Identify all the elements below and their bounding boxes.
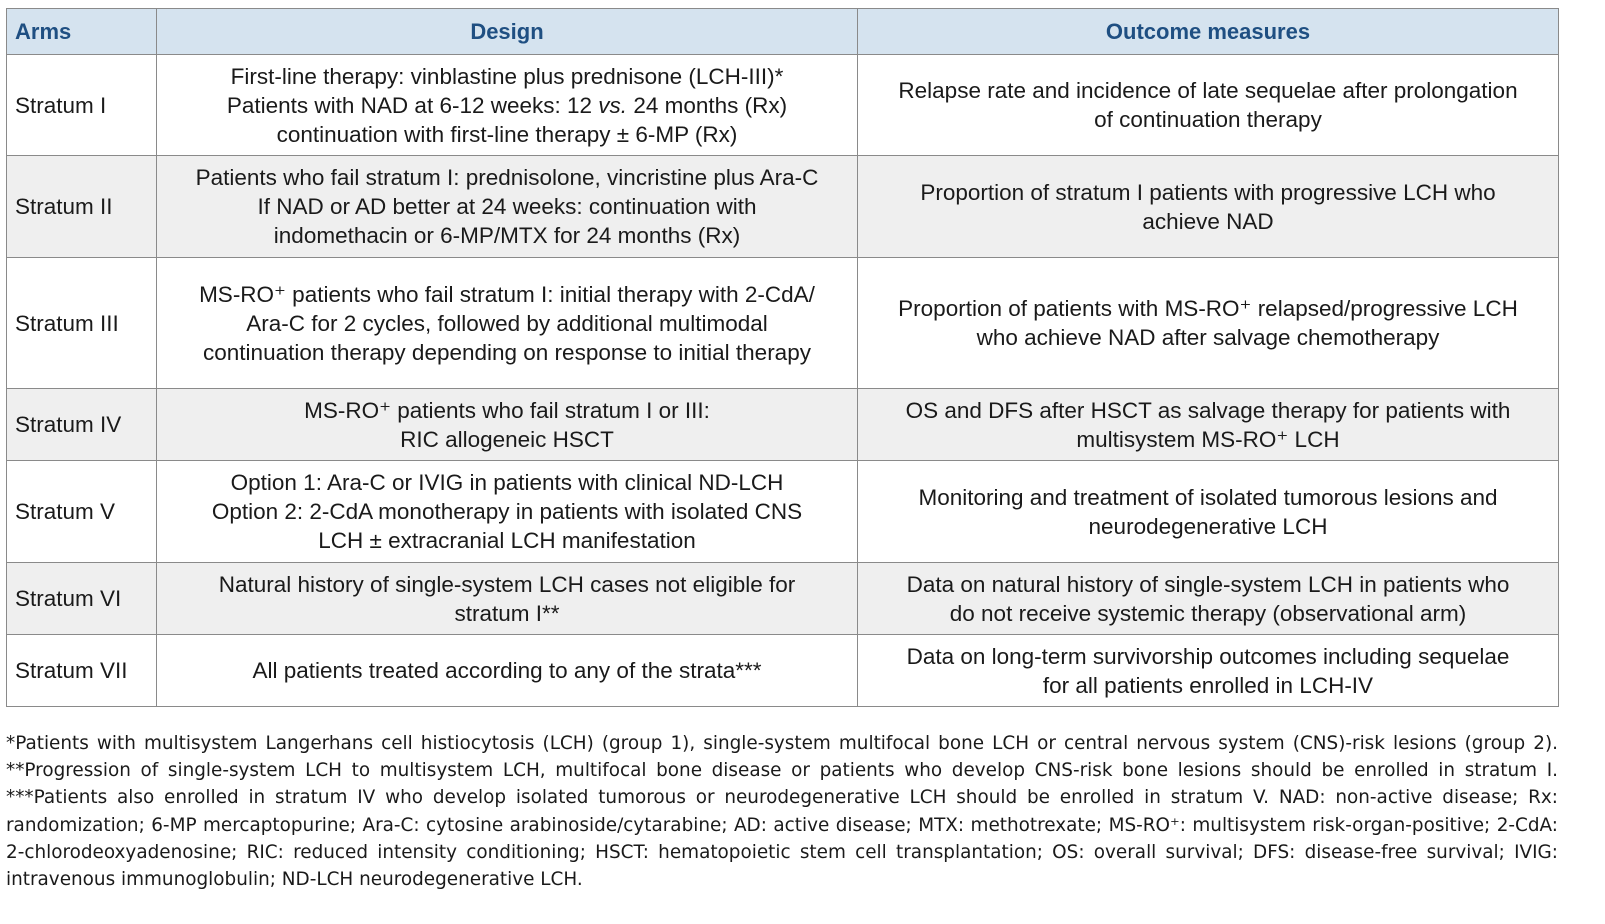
outcome-cell bbox=[858, 389, 1559, 461]
design-line: continuation therapy depending on response to initial therapy bbox=[203, 339, 811, 365]
design-line: RIC allogeneic HSCT bbox=[400, 426, 614, 452]
arm-cell: Stratum I bbox=[7, 55, 157, 156]
strata-table bbox=[6, 8, 1559, 707]
table-row bbox=[7, 563, 1559, 635]
outcome-cell bbox=[858, 55, 1559, 156]
outcome-line: multisystem MS-RO⁺ LCH bbox=[1076, 426, 1340, 452]
design-cell bbox=[157, 258, 858, 389]
outcome-line: of continuation therapy bbox=[1094, 107, 1322, 132]
design-line: LCH ± extracranial LCH manifestation bbox=[318, 528, 696, 553]
outcome-cell bbox=[858, 258, 1559, 389]
design-cell bbox=[157, 563, 858, 635]
table-footnote: *Patients with multisystem Langerhans cell histiocytosis (LCH) (group 1), single-system multifocal bone LCH or central nervous system (CNS)-risk lesions (group 2). **Progression of single-system LCH to multisystem LCH, multifocal bone disease or patients who develop CNS-risk bone lesions should be enrolled in stratum I. ***Patients also enrolled in stratum IV who develop isolated tumorous or neurodegenerative LCH should be enrolled in stratum V. NAD: non-active disease; Rx: randomization; 6-MP mercaptopurine; Ara-C: cytosine arabinoside/cytarabine; AD: active disease; MTX: methotrexate; MS-RO⁺: multisystem risk-organ-positive; 2-CdA: 2-chlorodeoxyadenosine; RIC: reduced intensity conditioning; HSCT: hematopoietic stem cell transplantation; OS: overall survival; DFS: disease-free survival; IVIG: intravenous immunoglobulin; ND-LCH neurodegenerative LCH. bbox=[6, 733, 1558, 891]
design-line: Patients with NAD at 6-12 weeks: 12 vs. 24 months (Rx) bbox=[226, 92, 788, 118]
design-line: MS-RO⁺ patients who fail stratum I or III: bbox=[304, 397, 710, 423]
outcome-line: Proportion of stratum I patients with progressive LCH who bbox=[920, 179, 1496, 205]
outcome-line: Proportion of patients with MS-RO⁺ relapsed/progressive LCH bbox=[898, 296, 1518, 321]
arm-cell: Stratum II bbox=[7, 156, 157, 258]
design-line: If NAD or AD better at 24 weeks: continuation with bbox=[257, 194, 757, 219]
arm-cell: Stratum VII bbox=[7, 635, 157, 707]
table-row bbox=[7, 461, 1559, 563]
outcome-line: Relapse rate and incidence of late sequelae after prolongation bbox=[898, 78, 1518, 103]
design-line: First-line therapy: vinblastine plus prednisone (LCH-III)* bbox=[230, 63, 784, 89]
arm-cell: Stratum V bbox=[7, 461, 157, 563]
design-cell bbox=[157, 461, 858, 563]
outcome-line: OS and DFS after HSCT as salvage therapy for patients with bbox=[905, 397, 1511, 423]
strata-table-container bbox=[6, 8, 1558, 707]
design-cell bbox=[157, 55, 858, 156]
table-row bbox=[7, 156, 1559, 258]
table-row bbox=[7, 389, 1559, 461]
design-cell bbox=[157, 635, 858, 707]
outcome-line: achieve NAD bbox=[1142, 208, 1274, 234]
arms-column-header: Arms bbox=[7, 9, 157, 55]
outcome-cell bbox=[858, 563, 1559, 635]
outcome-cell bbox=[858, 156, 1559, 258]
design-line: Natural history of single-system LCH cases not eligible for bbox=[218, 571, 796, 597]
table-header-row bbox=[7, 9, 1559, 55]
arm-cell: Stratum IV bbox=[7, 389, 157, 461]
design-line: All patients treated according to any of the strata*** bbox=[252, 658, 762, 683]
design-line: indomethacin or 6-MP/MTX for 24 months (Rx) bbox=[273, 223, 741, 248]
outcome-line: for all patients enrolled in LCH-IV bbox=[1042, 672, 1374, 698]
design-line: Option 1: Ara-C or IVIG in patients with clinical ND-LCH bbox=[230, 470, 784, 495]
table-row bbox=[7, 258, 1559, 389]
outcome-line: Monitoring and treatment of isolated tumorous lesions and bbox=[918, 484, 1498, 510]
outcome-line: who achieve NAD after salvage chemotherapy bbox=[976, 325, 1440, 350]
design-cell bbox=[157, 156, 858, 258]
design-column-header: Design bbox=[157, 9, 858, 55]
outcome-cell bbox=[858, 635, 1559, 707]
arm-cell: Stratum III bbox=[7, 258, 157, 389]
table-row bbox=[7, 55, 1559, 156]
design-cell bbox=[157, 389, 858, 461]
arm-cell: Stratum VI bbox=[7, 563, 157, 635]
design-line: continuation with first-line therapy ± 6-MP (Rx) bbox=[276, 121, 738, 147]
outcome-cell bbox=[858, 461, 1559, 563]
outcome-line: Data on long-term survivorship outcomes including sequelae bbox=[906, 643, 1510, 669]
table-row bbox=[7, 635, 1559, 707]
outcome-line: Data on natural history of single-system LCH in patients who bbox=[906, 571, 1510, 597]
outcome-line: do not receive systemic therapy (observational arm) bbox=[949, 600, 1467, 626]
design-line: Ara-C for 2 cycles, followed by additional multimodal bbox=[246, 310, 768, 336]
design-line: Patients who fail stratum I: prednisolone, vincristine plus Ara-C bbox=[195, 165, 819, 190]
design-line: Option 2: 2-CdA monotherapy in patients with isolated CNS bbox=[211, 499, 803, 524]
outcome-line: neurodegenerative LCH bbox=[1088, 513, 1328, 539]
outcome-column-header: Outcome measures bbox=[858, 9, 1559, 55]
design-line: MS-RO⁺ patients who fail stratum I: initial therapy with 2-CdA/ bbox=[199, 281, 815, 307]
design-line: stratum I** bbox=[454, 600, 560, 626]
